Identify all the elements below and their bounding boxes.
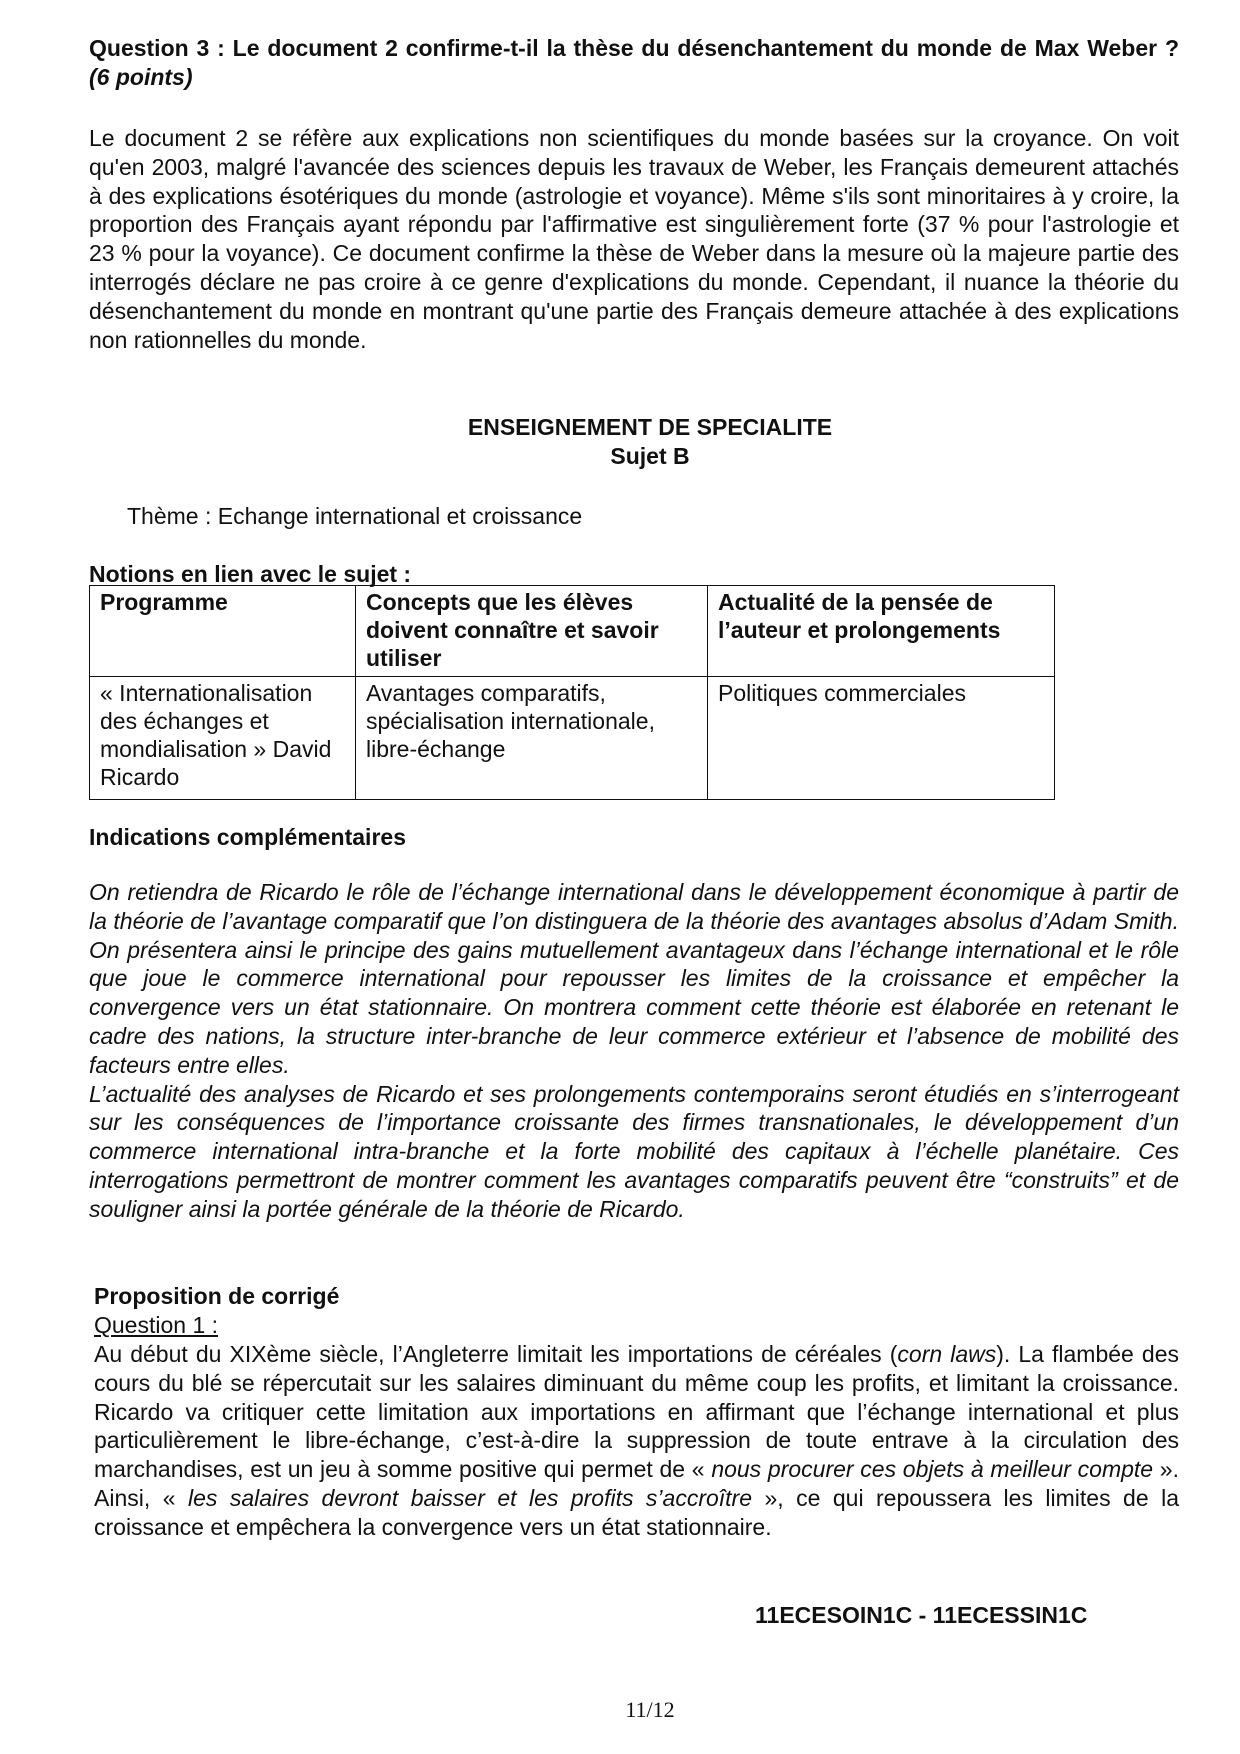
table-row <box>90 677 1055 800</box>
question-3-title-text: Question 3 : Le document 2 confirme-t-il la thèse du désenchantement du monde de Max Weber ? <box>89 35 1179 61</box>
q1-text-1: Au début du XIXème siècle, l’Angleterre limitait les importations de céréales ( <box>94 1341 898 1367</box>
q1-italic-quote-2: les salaires devront baisser et les profits s’accroître <box>187 1484 753 1511</box>
q1-text-3: ». Ainsi, « <box>94 1456 1179 1511</box>
notions-heading: Notions en lien avec le sujet : <box>89 561 412 587</box>
sujet-heading: Sujet B <box>610 443 690 469</box>
q1-italic-corn-laws: corn laws <box>897 1341 997 1367</box>
question-3-points: (6 points) <box>89 64 193 90</box>
cell-programme: « Internationalisation des échanges et mondialisation » David Ricardo <box>90 677 356 800</box>
question-3-answer: Le document 2 se réfère aux explications non scientifiques du monde basées sur la croyance. On voit qu'en 2003, malgré l'avancée des sciences depuis les travaux de Weber, les Français demeurent attachés à des explications ésotériques du monde (astrologie et voyance). Même s'ils sont minoritaires à y croire, la proportion des Français ayant répondu par l'affirmative est singulièrement forte (37 % pour l'astrologie et 23 % pour la voyance). Ce document confirme la thèse de Weber dans la mesure où la majeure partie des interrogés déclare ne pas croire à ce genre d'explications du monde. Cependant, il nuance la théorie du désenchantement du monde en montrant qu'une partie des Français demeure attachée à des explications non rationnelles du monde. <box>89 125 1179 353</box>
q1-text-4: », ce qui repoussera les limites de la croissance et empêchera la convergence vers un état stationnaire. <box>94 1484 1179 1540</box>
theme-line: Thème : Echange international et croissance <box>127 503 583 529</box>
cell-actualite: Politiques commerciales <box>708 677 1055 800</box>
q1-text-2: ). La flambée des cours du blé se répercutait sur les salaires diminuant du même coup les profits, et limitant la croissance. Ricardo va critiquer cette limitation aux importations en affirmant que l’échange international et plus particulièrement le libre-échange, c’est-à-dire la suppression de toute entrave à la circulation des marchandises, est un jeu à somme positive qui permet de « <box>94 1341 1179 1483</box>
indications-heading: Indications complémentaires <box>89 824 406 850</box>
indications-body <box>89 878 1179 1224</box>
corrige-heading: Proposition de corrigé <box>94 1283 340 1309</box>
exam-code: 11ECESOIN1C - 11ECESSIN1C <box>755 1602 1088 1628</box>
header-programme: Programme <box>90 586 356 677</box>
header-actualite: Actualité de la pensée de l’auteur et prolongements <box>708 586 1055 677</box>
page-number: 11/12 <box>625 1697 675 1722</box>
cell-concepts: Avantages comparatifs, spécialisation internationale, libre-échange <box>356 677 708 800</box>
question-3-title <box>89 34 1179 92</box>
question-1-label: Question 1 : <box>94 1312 219 1338</box>
indications-paragraph-2: L’actualité des analyses de Ricardo et ses prolongements contemporains seront étudiés en s’interrogeant sur les conséquences de l’importance croissante des firmes transnationales, le développement d’un commerce international intra-branche et la forte mobilité des capitaux à l’échelle planétaire. Ces interrogations permettront de montrer comment les avantages comparatifs peuvent être “construits” et de souligner ainsi la portée générale de la théorie de Ricardo. <box>89 1080 1179 1222</box>
table-header-row <box>90 586 1055 677</box>
question-1-answer <box>94 1340 1179 1542</box>
header-concepts: Concepts que les élèves doivent connaître et savoir utiliser <box>356 586 708 677</box>
indications-paragraph-1: On retiendra de Ricardo le rôle de l’échange international dans le développement économique à partir de la théorie de l’avantage comparatif que l’on distinguera de la théorie des avantages absolus d’Adam Smith. On présentera ainsi le principe des gains mutuellement avantageux dans l’échange international et le rôle que joue le commerce international pour repousser les limites de la croissance et empêcher la convergence vers un état stationnaire. On montrera comment cette théorie est élaborée en retenant le cadre des nations, la structure inter-branche de leur commerce extérieur et l’absence de mobilité des facteurs entre elles. <box>89 879 1179 1078</box>
q1-italic-quote-1: nous procurer ces objets à meilleur compte <box>711 1456 1154 1483</box>
specialite-heading: ENSEIGNEMENT DE SPECIALITE <box>467 414 833 440</box>
notions-table <box>89 585 1055 800</box>
